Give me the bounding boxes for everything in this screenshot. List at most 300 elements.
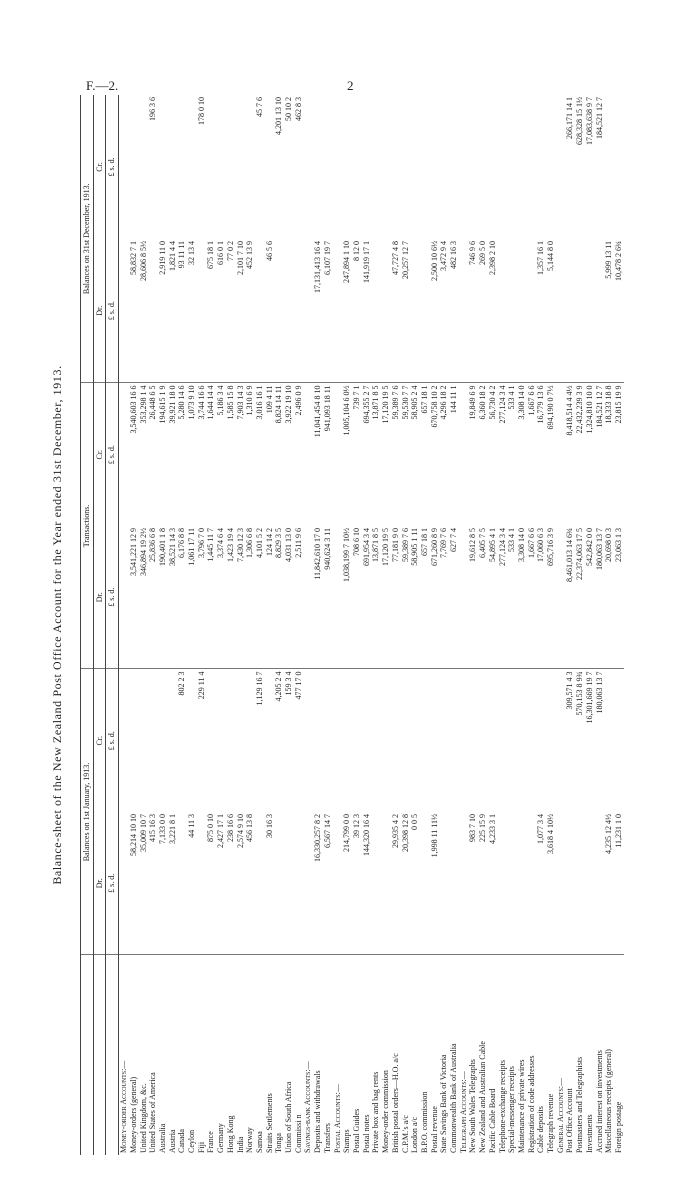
amount-cell xyxy=(488,95,498,239)
amount-cell: 1,445 11 7 xyxy=(206,526,216,669)
rotated-balance-sheet xyxy=(50,95,690,1155)
amount-cell xyxy=(517,95,527,239)
amount-cell: 29,935 4 2 xyxy=(391,812,401,955)
amount-cell xyxy=(595,239,605,383)
row-label: Postmasters and Telegraphists xyxy=(575,1056,585,1153)
row-label: Deposits and withdrawals xyxy=(313,1070,323,1153)
amount-cell xyxy=(527,239,537,383)
amount-cell: 802 2 3 xyxy=(177,671,187,696)
row-label: Telephone-exchange receipts xyxy=(497,1060,507,1153)
amount-cell: 3,922 19 10 xyxy=(284,385,294,424)
amount-cell: 1,129 16 7 xyxy=(254,671,264,706)
row-label: Ceylon xyxy=(187,1129,197,1153)
amount-cell xyxy=(585,239,595,383)
amount-cell xyxy=(459,383,469,526)
amount-cell: 3,744 16 6 xyxy=(196,385,206,420)
amount-cell: 28,606 8 5½ xyxy=(139,239,149,383)
amount-cell xyxy=(478,95,488,239)
amount-cell: 3,308 14 0 xyxy=(517,526,527,669)
table-row xyxy=(177,95,187,1155)
row-label: B.P.O. commission xyxy=(419,1091,429,1153)
amount-cell xyxy=(614,669,624,812)
amount-cell: 13,871 8 5 xyxy=(371,526,381,669)
amount-cell: 1,061 17 11 xyxy=(187,526,197,669)
amount-cell: 4,233 3 1 xyxy=(488,812,498,955)
amount-cell xyxy=(381,239,391,383)
amount-cell xyxy=(371,669,381,812)
amount-cell xyxy=(420,95,430,239)
section-heading-row xyxy=(333,95,343,1155)
amount-cell xyxy=(274,239,284,383)
amount-cell xyxy=(420,239,430,383)
row-label: Maintenance of private wires xyxy=(516,1059,526,1153)
amount-cell: 533 4 1 xyxy=(507,385,517,410)
amount-cell xyxy=(119,812,129,955)
amount-cell: 1,585 15 8 xyxy=(225,385,235,420)
row-label: France xyxy=(206,1131,216,1153)
amount-cell: 7,133 0 0 xyxy=(158,812,168,955)
amount-cell xyxy=(439,669,449,812)
table-row xyxy=(604,95,614,1155)
row-label: Telegraph revenue xyxy=(546,1093,556,1153)
row-label: Fiji xyxy=(196,1141,206,1153)
table-row xyxy=(284,95,294,1155)
amount-cell: 45 7 6 xyxy=(254,96,264,117)
table-row xyxy=(381,95,391,1155)
amount-cell: 30 16 3 xyxy=(265,812,275,955)
amount-cell: 415 16 3 xyxy=(148,812,158,955)
amount-cell xyxy=(565,239,575,383)
row-label: Postal Guides xyxy=(351,1108,361,1153)
amount-cell: 238 16 6 xyxy=(226,812,236,955)
row-label: Accrued interest on investments xyxy=(594,1050,604,1153)
amount-cell xyxy=(439,812,449,955)
row-label: Investments xyxy=(584,1114,594,1153)
amount-cell xyxy=(449,812,459,955)
amount-cell: 1,306 6 8 xyxy=(245,526,255,669)
table-row xyxy=(498,95,508,1155)
amount-cell xyxy=(139,95,149,239)
amount-cell: 56,730 4 2 xyxy=(487,385,497,420)
amount-cell xyxy=(575,239,585,383)
row-label: Transfers xyxy=(322,1123,332,1153)
amount-cell xyxy=(371,812,381,955)
amount-cell xyxy=(168,95,178,239)
row-label: Miscellaneous receipts (general) xyxy=(604,1049,614,1153)
amount-cell: 542,842 0 0 xyxy=(585,526,595,669)
amount-cell: 59,389 7 6 xyxy=(390,385,400,420)
amount-cell: 3,221 8 1 xyxy=(168,812,178,955)
row-label: United States of America xyxy=(148,1072,158,1153)
table-row xyxy=(614,95,624,1155)
amount-cell xyxy=(148,239,158,383)
row-label: Money-order commission xyxy=(381,1070,391,1153)
amount-cell: 5,144 8 0 xyxy=(546,239,556,383)
amount-cell xyxy=(177,812,187,955)
amount-cell xyxy=(323,669,333,812)
amount-cell: 4,205 2 4 xyxy=(274,671,284,702)
amount-cell xyxy=(129,669,139,812)
amount-cell xyxy=(517,812,527,955)
row-label: Post Office Account xyxy=(565,1088,575,1153)
amount-cell xyxy=(498,239,508,383)
row-label: New South Wales Telegraphs xyxy=(468,1059,478,1153)
amount-cell: 47,727 4 8 xyxy=(391,239,401,383)
amount-cell: 6,405 7 5 xyxy=(478,526,488,669)
table-row xyxy=(478,95,488,1155)
amount-cell xyxy=(119,383,129,526)
table-row xyxy=(507,95,517,1155)
amount-cell xyxy=(439,95,449,239)
amount-cell xyxy=(565,812,575,955)
amount-cell: 353,298 1 4 xyxy=(138,385,148,424)
table-row xyxy=(245,95,255,1155)
row-label: Pacific Cable Board xyxy=(487,1088,497,1153)
amount-cell xyxy=(527,669,537,812)
amount-cell xyxy=(255,239,265,383)
amount-cell xyxy=(342,669,352,812)
amount-cell xyxy=(119,669,129,812)
amount-cell: 16,779 13 6 xyxy=(536,385,546,424)
amount-cell: 1,310 6 9 xyxy=(245,385,255,416)
amount-cell xyxy=(119,526,129,669)
amount-cell: 695,716 3 9 xyxy=(546,526,556,669)
table-row xyxy=(323,95,333,1155)
amount-cell: 746 9 6 xyxy=(468,239,478,383)
table-row xyxy=(206,95,216,1155)
row-label: Canada xyxy=(177,1129,187,1153)
page-code: F.—2. xyxy=(86,78,119,93)
amount-cell: 17,120 19 5 xyxy=(381,526,391,669)
amount-cell xyxy=(498,812,508,955)
amount-cell: 2,398 2 10 xyxy=(488,239,498,383)
amount-cell xyxy=(498,95,508,239)
amount-cell: 184,521 12 7 xyxy=(594,385,604,428)
amount-cell: 1,821 4 4 xyxy=(168,239,178,383)
amount-cell: 3,618 4 10½ xyxy=(546,812,556,955)
amount-cell: 3,374 6 4 xyxy=(216,526,226,669)
amount-cell xyxy=(303,239,313,383)
amount-cell: 671,260 8 9 xyxy=(430,526,440,669)
amount-cell xyxy=(333,812,343,955)
amount-cell: 739 7 1 xyxy=(351,385,361,410)
amount-cell: 708 6 10 xyxy=(352,526,362,669)
section-heading-row xyxy=(303,95,313,1155)
amount-cell xyxy=(158,669,168,812)
table-row xyxy=(313,95,323,1155)
amount-cell xyxy=(216,669,226,812)
col-header: Cr. xyxy=(93,95,106,239)
table-row xyxy=(575,95,585,1155)
amount-cell xyxy=(430,95,440,239)
amount-cell xyxy=(459,239,469,383)
row-label: Special-messenger receipts xyxy=(507,1066,517,1153)
amount-cell xyxy=(449,669,459,812)
amount-cell: 657 18 1 xyxy=(420,526,430,669)
amount-cell xyxy=(410,669,420,812)
table-row xyxy=(595,95,605,1155)
amount-cell: 5,280 14 6 xyxy=(177,385,187,420)
amount-cell: 628,328 15 1½ xyxy=(575,96,585,145)
amount-cell xyxy=(459,526,469,669)
amount-cell: 8,824 14 11 xyxy=(274,385,284,424)
amount-cell: 141,919 17 1 xyxy=(362,239,372,383)
amount-cell xyxy=(313,95,323,239)
amount-cell: 26,448 6 5 xyxy=(148,385,158,420)
row-label: Straits Settlements xyxy=(264,1093,274,1153)
amount-cell: 19,849 6 9 xyxy=(468,385,478,420)
amount-cell xyxy=(226,669,236,812)
amount-cell: 1,038,199 7 10½ xyxy=(342,526,352,669)
table-row xyxy=(255,95,265,1155)
amount-cell xyxy=(206,669,216,812)
amount-cell: 627 7 4 xyxy=(449,526,459,669)
amount-cell xyxy=(168,669,178,812)
amount-cell xyxy=(158,95,168,239)
amount-cell: 3,308 14 0 xyxy=(516,385,526,420)
amount-cell: 4,101 5 2 xyxy=(255,526,265,669)
amount-cell xyxy=(323,95,333,239)
amount-cell: 225 15 9 xyxy=(478,812,488,955)
amount-cell xyxy=(265,669,275,812)
amount-cell: 2,427 17 1 xyxy=(216,812,226,955)
amount-cell: 6,176 8 8 xyxy=(177,526,187,669)
amount-cell: 124 14 2 xyxy=(265,526,275,669)
table-row xyxy=(391,95,401,1155)
row-label: Tonga xyxy=(274,1133,284,1153)
table-row xyxy=(168,95,178,1155)
amount-cell xyxy=(507,669,517,812)
amount-cell: 0 0 5 xyxy=(410,812,420,955)
amount-cell: 3,796 7 0 xyxy=(197,526,207,669)
amount-cell: 54,895 4 1 xyxy=(488,526,498,669)
table-row xyxy=(342,95,352,1155)
amount-cell xyxy=(303,812,313,955)
amount-cell xyxy=(420,669,430,812)
amount-cell: 3,541,221 12 9 xyxy=(129,526,139,669)
amount-cell xyxy=(333,669,343,812)
amount-cell: 178 0 10 xyxy=(196,96,206,125)
col-header: Cr. xyxy=(93,669,106,812)
amount-cell: 875 0 10 xyxy=(206,812,216,955)
amount-cell: 1,998 11 11½ xyxy=(430,812,440,955)
col-header: Dr. xyxy=(93,812,106,955)
amount-cell xyxy=(371,239,381,383)
label-header xyxy=(81,955,94,1155)
amount-cell xyxy=(216,95,226,239)
amount-cell: 10,478 2 6¾ xyxy=(614,239,624,383)
amount-cell: 18,333 18 8 xyxy=(604,385,614,424)
table-row xyxy=(158,95,168,1155)
amount-cell xyxy=(459,669,469,812)
units-label: £ s. d. xyxy=(106,383,119,526)
amount-cell xyxy=(449,95,459,239)
amount-cell: 58,905 1 11 xyxy=(410,526,420,669)
table-row xyxy=(226,95,236,1155)
amount-cell: 196 3 6 xyxy=(148,96,158,121)
amount-cell: 452 13 9 xyxy=(245,239,255,383)
row-label: Money-orders (general) xyxy=(128,1076,138,1153)
row-label: British postal orders—H.O. a/c xyxy=(390,1053,400,1153)
group-header-row xyxy=(81,95,94,1155)
amount-cell: 277,124 3 4 xyxy=(498,526,508,669)
amount-cell: 16,301,669 19 7 xyxy=(584,671,594,724)
amount-cell xyxy=(381,812,391,955)
amount-cell xyxy=(575,812,585,955)
amount-cell: 1,357 16 1 xyxy=(536,239,546,383)
amount-cell: 309,571 4 3 xyxy=(565,671,575,710)
amount-cell xyxy=(604,669,614,812)
units-row xyxy=(106,95,119,1155)
amount-cell xyxy=(488,669,498,812)
amount-cell xyxy=(498,669,508,812)
amount-cell: 694,190 0 7½ xyxy=(546,385,556,430)
row-label: Foreign postage xyxy=(613,1101,623,1153)
table-row xyxy=(362,95,372,1155)
amount-cell xyxy=(556,239,566,383)
amount-cell: 2,511 9 6 xyxy=(294,526,304,669)
amount-cell xyxy=(391,95,401,239)
units-label: £ s. d. xyxy=(106,239,119,383)
row-label: Postal revenue xyxy=(429,1106,439,1153)
amount-cell: 16,330,257 8 2 xyxy=(313,812,323,955)
amount-cell: 941,093 18 11 xyxy=(322,385,332,432)
amount-cell xyxy=(556,526,566,669)
amount-cell: 22,374,063 17 5 xyxy=(575,526,585,669)
amount-cell: 8,418,514 4 4½ xyxy=(565,385,575,436)
amount-cell: 44 11 3 xyxy=(187,812,197,955)
amount-cell: 229 11 4 xyxy=(196,671,206,700)
amount-cell xyxy=(507,95,517,239)
amount-cell xyxy=(527,95,537,239)
row-label: London a/c xyxy=(410,1116,420,1153)
amount-cell: 23,815 19 9 xyxy=(613,385,623,424)
amount-cell: 32 13 4 xyxy=(187,239,197,383)
amount-cell: 180,063 13 7 xyxy=(595,526,605,669)
amount-cell: 159 3 4 xyxy=(284,671,294,696)
table-row xyxy=(468,95,478,1155)
row-label: Samoa xyxy=(254,1131,264,1153)
amount-cell: 2,500 10 6½ xyxy=(430,239,440,383)
row-label: United Kingdom, &c. xyxy=(138,1083,148,1153)
amount-cell xyxy=(381,669,391,812)
row-label: Money-order Accounts:— xyxy=(119,1060,129,1153)
amount-cell xyxy=(478,669,488,812)
amount-cell xyxy=(468,669,478,812)
amount-cell: 144,320 16 4 xyxy=(362,812,372,955)
col-header: Dr. xyxy=(93,526,106,669)
amount-cell: 184,521 12 7 xyxy=(594,96,604,139)
amount-cell xyxy=(556,812,566,955)
amount-cell: 940,624 3 11 xyxy=(323,526,333,669)
amount-cell xyxy=(236,669,246,812)
table-row xyxy=(449,95,459,1155)
table-row xyxy=(274,95,284,1155)
amount-cell xyxy=(148,669,158,812)
amount-cell: 3,540,603 16 6 xyxy=(128,385,138,434)
amount-cell xyxy=(546,669,556,812)
amount-cell: 2,574 9 10 xyxy=(236,812,246,955)
page-title: Balance-sheet of the New Zealand Post Office Account for the Year ended 31st December, 1913. xyxy=(50,365,64,885)
row-label: Cable deposits xyxy=(536,1106,546,1153)
table-row xyxy=(517,95,527,1155)
table-row xyxy=(236,95,246,1155)
table-row xyxy=(585,95,595,1155)
table-row xyxy=(536,95,546,1155)
amount-cell: 1,073 9 10 xyxy=(187,385,197,420)
amount-cell xyxy=(303,383,313,526)
amount-cell: 20,257 12 7 xyxy=(401,239,411,383)
amount-cell xyxy=(245,669,255,812)
row-label: Commissi n xyxy=(293,1114,303,1153)
section-heading-row xyxy=(119,95,129,1155)
col-header: Dr. xyxy=(93,239,106,383)
amount-cell: 1,423 19 4 xyxy=(226,526,236,669)
table-row xyxy=(565,95,575,1155)
amount-cell xyxy=(517,239,527,383)
amount-cell: 3,472 9 4 xyxy=(439,239,449,383)
amount-cell: 8,461,013 14 6¾ xyxy=(565,526,575,669)
row-label: Union of South Africa xyxy=(284,1081,294,1153)
amount-cell xyxy=(517,669,527,812)
amount-cell: 5,186 3 4 xyxy=(216,385,226,416)
amount-cell xyxy=(274,812,284,955)
amount-cell xyxy=(546,95,556,239)
amount-cell: 983 7 10 xyxy=(468,812,478,955)
row-label: Australia xyxy=(157,1123,167,1153)
amount-cell xyxy=(333,95,343,239)
amount-cell: 4,235 12 4½ xyxy=(604,812,614,955)
amount-cell xyxy=(245,95,255,239)
amount-cell: 266,171 14 1 xyxy=(565,96,575,139)
table-row xyxy=(420,95,430,1155)
amount-cell: 482 16 3 xyxy=(449,239,459,383)
amount-cell xyxy=(303,526,313,669)
amount-cell xyxy=(177,95,187,239)
amount-cell xyxy=(303,95,313,239)
amount-cell: 691,954 3 4 xyxy=(362,526,372,669)
row-label: General Accounts:— xyxy=(555,1077,565,1153)
group-header-opening: Balances on 1st January, 1913. xyxy=(81,669,94,955)
table-body xyxy=(119,95,624,1155)
amount-cell xyxy=(536,95,546,239)
amount-cell: 1,644 14 4 xyxy=(206,385,216,420)
amount-cell: 77 0 2 xyxy=(226,239,236,383)
table-row xyxy=(352,95,362,1155)
amount-cell xyxy=(556,669,566,812)
row-label: Registration of code addresses xyxy=(526,1055,536,1153)
amount-cell xyxy=(187,669,197,812)
amount-cell: 1,667 6 6 xyxy=(526,385,536,416)
amount-cell xyxy=(381,95,391,239)
amount-cell xyxy=(333,239,343,383)
amount-cell xyxy=(333,383,343,526)
amount-cell: 616 0 1 xyxy=(216,239,226,383)
amount-cell xyxy=(265,95,275,239)
amount-cell xyxy=(333,526,343,669)
row-label: Postal notes xyxy=(361,1114,371,1153)
amount-cell: 6,567 14 7 xyxy=(323,812,333,955)
amount-cell: 4,031 13 0 xyxy=(284,526,294,669)
units-label: £ s. d. xyxy=(106,526,119,669)
amount-cell xyxy=(430,669,440,812)
amount-cell: 1,324,810 10 0 xyxy=(584,385,594,434)
amount-cell: 477 17 0 xyxy=(293,671,303,700)
amount-cell xyxy=(352,95,362,239)
amount-cell: 194,615 1 9 xyxy=(157,385,167,424)
row-label: Commonwealth Bank of Australia xyxy=(449,1043,459,1153)
amount-cell xyxy=(556,95,566,239)
